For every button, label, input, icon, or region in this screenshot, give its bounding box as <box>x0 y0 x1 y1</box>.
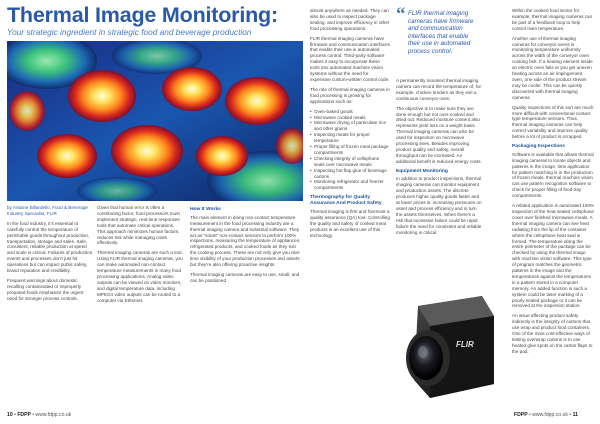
paragraph: Software is available that allows thermal imaging cameras to locate objects and patterns in the image, time application for pattern matching is in the production of frozen meals, thermal machine vision can use pattern recognition software to check for proper filling of food tray compartments. <box>512 151 594 199</box>
paragraph: The role of thermal imaging cameras in food processing is growing for applications such as: <box>310 86 390 104</box>
thermal-food-image <box>7 41 303 201</box>
section-heading: Thermography for Quality Assurance And Product Safety <box>310 195 382 207</box>
column-1 <box>7 205 93 409</box>
paragraph: Thermal imaging cameras are easy to use, small, and can be positioned <box>190 271 300 283</box>
camera-brand-label: FLIR <box>456 340 474 349</box>
paragraph: FLIR thermal imaging cameras have firmware and communication interfaces that enable their use in automated process control. Third-party software makes it easy to incorporate these tools into automated machine vision systems without the need for expensive custom-written control code. <box>310 35 390 82</box>
section-heading: Equipment Monitoring <box>396 168 448 174</box>
paragraph: almost anywhere as needed. They can also be used to inspect package sealing, and improve efficiency in other food processing operations. <box>310 8 390 31</box>
list-item: • Inspecting hot flap glue of beverage cartons <box>310 168 390 180</box>
quote-mark-icon: “ <box>396 4 406 25</box>
paragraph: In the food industry, it's essential to carefully control the temperature of perishable goods throughout production, transportation, storage and sales. Safe, consistent, reliable production at speed and scale is critical. Failures of production events and processes don't just hit operations but can impact public safety, brand reputation and credibility. <box>7 220 93 274</box>
paragraph: The objective is to make sure they are done enough but not over-cooked and dried out. Reduced moisture content also represents yield loss on a weight basis. Thermal imaging cameras can also be used for inspection on microwave processing lines. Besides improving product quality and safety, overall throughput can be increased. An additional benefit is reduced energy costs. <box>396 105 482 164</box>
thermal-image-photo <box>7 41 303 201</box>
paragraph: Thermal imaging is first and foremost a quality assurance (QA) tool. Controlling the quality and safety of cooked meat products is an excellent use of this technology. <box>310 208 390 238</box>
footer-separator: • <box>569 412 572 418</box>
list-item: • Checking integrity of cellophane seals over microwave meals <box>310 156 390 168</box>
paragraph: A permanently mounted thermal imaging camera can record the temperature of, for example, chicken tenders as they exit a continuous conveyor oven. <box>396 78 482 101</box>
paragraph: An issue affecting product safety indirectly is the integrity of cartons that use wrap and product food containers. One of the most cost-effective ways of testing overwrap cartons is to use heated glue spots on the carton flaps to the pad. <box>512 313 593 354</box>
page-number-left: 10 <box>7 412 13 418</box>
website-link-right[interactable]: www.fdpp.co.uk <box>532 412 568 418</box>
article-title: Thermal Image Monitoring: <box>7 3 278 27</box>
footer-right <box>514 412 578 418</box>
website-link-left[interactable]: www.fdpp.co.uk <box>35 412 72 418</box>
column-6 <box>512 8 594 408</box>
magazine-name-left: FDPP <box>17 412 31 418</box>
paragraph: Quality inspections of this sort are much more difficult with conventional contact type temperature sensors. Thus, thermal imaging cameras can help correct variability and improve quality before a lot of product is scrapped. <box>512 104 594 140</box>
paragraph: Thermal imaging cameras are such a tool. Using FLIR thermal imaging cameras, you can make automated non-contact temperature measurements in many food processing applications. Analog video outputs can be viewed on video monitors, and digital temperature data, including MPEG4 video outputs can be routed to a computer via Ethernet. <box>97 250 183 303</box>
application-list <box>310 109 390 192</box>
pull-quote: FLIR thermal imaging cameras have firmware and communication interfaces that enable their use in automated process control. <box>408 10 474 55</box>
section-heading: Packaging Inspections <box>512 144 565 150</box>
flir-camera-photo <box>396 288 498 404</box>
list-item: • Oven-baked goods <box>310 109 390 115</box>
list-item: • Proper filling of frozen meal package compartments <box>310 144 390 156</box>
paragraph: A related application is automated 100% inspection of the heat sealed cellophane cover over finished microwave meals. A thermal imaging camera can see heat radiating from the lip of the container where the cellophane heat seal is formed. The temperature along the entire perimeter of the package can be checked by using the thermal image with machine vision software. This type of program matches the geometric patterns in the image and the temperatures against the temperatures in a pattern stored in a computer memory. An added function is such a system could be laser marking of a poorly sealed package or it can be removed at the inspection station. <box>512 203 594 309</box>
paragraph: Within the cooked food sector for example, thermal imaging cameras can be part of a feedback loop to help control oven temperature. <box>512 8 593 31</box>
list-item: • Microwave drying of particulate rice and other grains <box>310 120 390 132</box>
column-5 <box>396 78 482 288</box>
paragraph: Given that human error is often a contributing factor, food processors must implement strategic, real-time responses tools that automate critical operations. This approach minimizes human factors, reduces risk while managing costs effectively. <box>97 205 180 246</box>
page-number-right: 11 <box>572 412 578 418</box>
column-3 <box>310 8 390 408</box>
column-4 <box>190 205 302 409</box>
list-item: • Inspecting meats for proper temperature <box>310 132 390 144</box>
thermal-camera-image <box>396 288 498 404</box>
column-2 <box>97 205 183 409</box>
paragraph: Frequent warnings about domestic recalling contaminated or improperly prepared foods emphasize the urgent need for stronger process controls. <box>7 277 84 301</box>
magazine-name-right: FDPP <box>514 412 528 418</box>
footer-separator: • <box>14 412 16 418</box>
paragraph: In addition to product inspections, thermal imaging cameras can monitor equipment and production assets. The discrete produces higher quality goods faster and at lower prices is: increasing pressures on asset and process efficiency and in turn the assets themselves. When there's a risk that excessive failure could be rapid failure the need for consistent and reliable monitoring is critical. <box>396 176 482 235</box>
byline: by Antoine Billardello, Food & Beverage Industry Specialist, FLIR <box>7 205 88 216</box>
list-item: • Monitoring refrigerator and freezer compartments <box>310 179 390 191</box>
footer-separator: • <box>32 412 35 418</box>
footer-left <box>7 412 71 418</box>
article-subtitle: Your strategic ingredient in strategic food and beverage production <box>7 27 252 37</box>
paragraph: The main element in doing non-contact temperature measurement in the food processing industry are a thermal imaging camera and industrial software. They act as "smart" non-contact sensors to perform 100% inspections, measuring the temperature of appliances, refrigerated products, and cooked foods as they exit the cooking process. These are not only give you real-time visibility of your production processes and assets but they're also offering proactive insights. <box>190 214 301 268</box>
paragraph: Another use of thermal imaging cameras for conveyor ovens is monitoring temperature uniformity across the width of the conveyor oven cooking belt. If a heating element inside an electric oven fails or you get uneven heating across an air impingement oven, one side of the product stream may be cooler. This can be quickly discovered with thermal imaging cameras. <box>512 35 593 100</box>
list-item: • Microwave cooked meals <box>310 115 390 121</box>
section-heading: How It Works <box>190 207 221 212</box>
footer-separator: • <box>529 412 531 418</box>
